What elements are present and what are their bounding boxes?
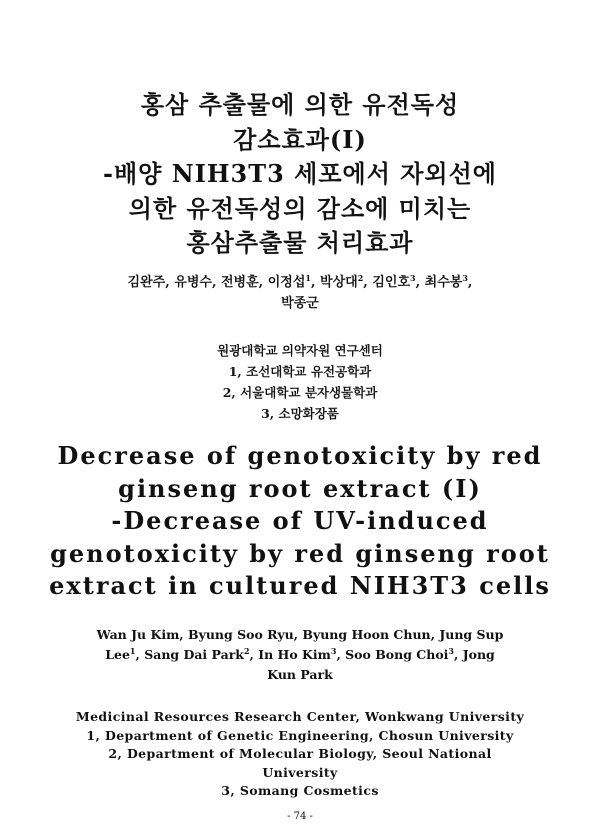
- english-affiliation: 1, Department of Genetic Engineering, Chosun University: [86, 727, 514, 743]
- affiliation-superscript: 2: [243, 646, 250, 656]
- author-names: , 김인호: [363, 275, 411, 290]
- korean-affiliation: 2, 서울대학교 분자생물학과: [222, 385, 378, 400]
- affiliation-superscript: 2: [357, 273, 364, 283]
- english-affiliation: 2, Department of Molecular Biology, Seoul National: [108, 746, 492, 761]
- english-authors-line: Kun Park: [267, 667, 333, 682]
- affiliation-superscript: 1: [305, 273, 311, 283]
- korean-affiliation: 원광대학교 의약자원 연구센터: [217, 343, 383, 358]
- affiliation-superscript: 3: [330, 646, 337, 656]
- author-names: , 박상대: [310, 275, 358, 290]
- english-affiliation: 3, Somang Cosmetics: [221, 783, 379, 798]
- english-authors-line: [0, 645, 600, 665]
- affiliation-superscript: 3: [410, 273, 416, 283]
- english-authors-line: Wan Ju Kim, Byung Soo Ryu, Byung Hoon Chun, Jung Sup: [96, 627, 504, 642]
- korean-title: [0, 88, 600, 261]
- english-title-line: -Decrease of UV-induced: [111, 506, 489, 535]
- english-title: [0, 440, 600, 603]
- author-names: Lee: [105, 647, 130, 662]
- korean-title-line: 의한 유전독성의 감소에 미치는: [128, 193, 472, 223]
- author-names: , 최수봉: [415, 275, 463, 290]
- english-authors: [0, 625, 600, 685]
- korean-title-line: 홍삼추출물 처리효과: [186, 228, 414, 257]
- korean-title-line: 홍삼 추출물에 의한 유전독성: [140, 90, 460, 119]
- author-names: , Sang Dai Park: [135, 647, 244, 662]
- english-title-line: ginseng root extract (I): [118, 473, 482, 503]
- author-names: , In Ho Kim: [249, 647, 331, 662]
- korean-authors-line: [0, 272, 600, 293]
- korean-authors-line: 박종군: [281, 296, 319, 311]
- english-affiliation: Medicinal Resources Research Center, Wonkwang University: [75, 709, 525, 724]
- korean-affiliations: [0, 340, 600, 424]
- korean-title-line: -배양 NIH3T3 세포에서 자외선에: [103, 159, 497, 188]
- korean-authors: [0, 272, 600, 314]
- page-number: - 74 -: [287, 811, 313, 822]
- author-names: ,: [467, 275, 473, 290]
- english-affiliation: University: [262, 764, 338, 780]
- author-names: , Soo Bong Choi: [336, 647, 449, 662]
- korean-affiliation: 3, 소망화장품: [261, 406, 339, 421]
- affiliation-superscript: 3: [462, 273, 468, 283]
- english-title-line: extract in cultured NIH3T3 cells: [49, 571, 551, 600]
- korean-affiliation: 1, 조선대학교 유전공학과: [228, 364, 372, 379]
- korean-title-line: 감소효과(I): [233, 124, 367, 154]
- author-names: , Jong: [454, 647, 495, 662]
- author-names: 김완주, 유병수, 전병훈, 이정섭: [127, 275, 306, 290]
- affiliation-superscript: 1: [129, 646, 136, 656]
- english-title-line: genotoxicity by red ginseng root: [50, 538, 550, 568]
- affiliation-superscript: 3: [448, 646, 454, 656]
- english-title-line: Decrease of genotoxicity by red: [57, 441, 543, 470]
- english-affiliations: [0, 708, 600, 801]
